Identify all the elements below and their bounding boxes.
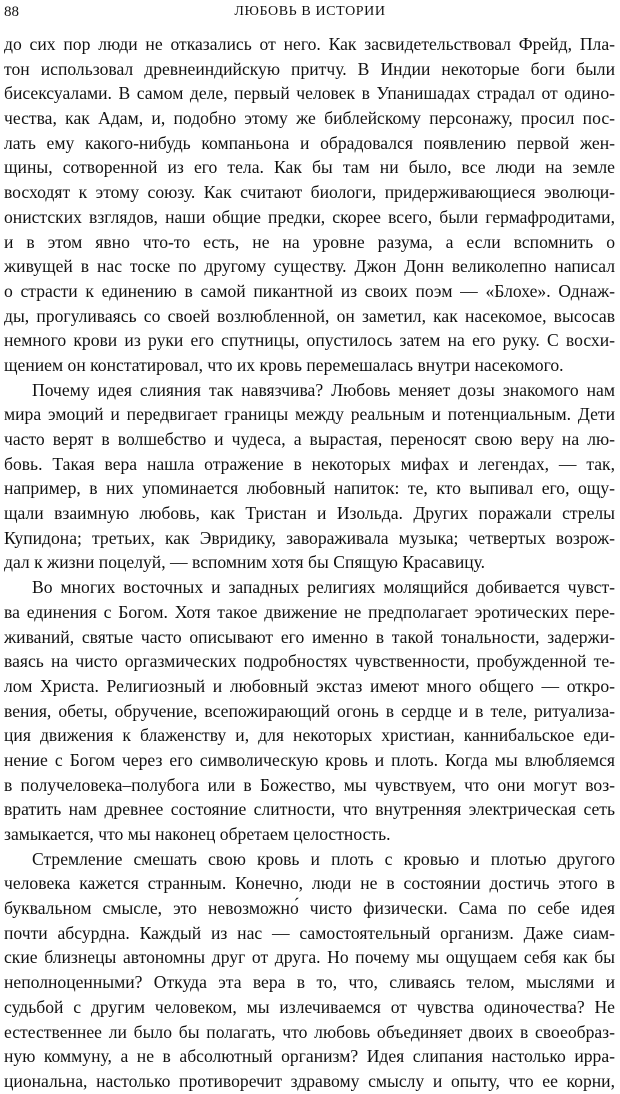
text-line: ды, прогуливаясь со своей возлюбленной, он заметил, как насекомое, высосав [4, 305, 615, 326]
text-line: вения, обеты, обручение, всепожирающий огонь в сердце и в теле, ритуализа- [4, 700, 615, 721]
paragraph-first-line: Во многих восточных и западных религиях молящийся добивается чувст- [32, 577, 615, 598]
text-line: бисексуалами. В самом деле, первый человек в Упанишадах страдал от одино- [4, 83, 615, 104]
paragraph-first-line: Почему идея слияния так навязчива? Любовь меняет дозы знакомого нам [32, 379, 615, 400]
text-line: дал к жизни поцелуй, — вспомним хотя бы Спящую Красавицу. [4, 552, 486, 573]
text-line: естественнее ли было бы полагать, что любовь объединяет двоих в своеобраз- [4, 1021, 615, 1042]
page-number: 88 [4, 4, 19, 20]
text-line: в получеловека–полубога или в Божество, мы чувствуем, что они могут воз- [4, 774, 615, 795]
text-line: лать ему какого-нибудь компаньона и обрадовался появлению первой жен- [4, 132, 615, 153]
text-line: щали взаимную любовь, как Тристан и Изольда. Других поражали стрелы [4, 503, 615, 524]
text-line: человека кажется странным. Конечно, люди не в состоянии достичь этого в [4, 873, 615, 894]
text-line: онистских взглядов, наши общие предки, скорее всего, были гермафродитами, [4, 206, 615, 227]
paragraph-first-line: Стремление смешать свою кровь и плоть с кровью и плотью другого [32, 848, 615, 869]
text-line: восходят к этому союзу. Как считают биологи, придерживающиеся эволюци- [4, 182, 615, 203]
text-line: буквальном смысле, это невозможно́ чисто физически. Сама по себе идея [4, 898, 615, 919]
text-line: например, в них упоминается любовный напиток: те, кто выпивал его, ощу- [4, 478, 615, 499]
text-line: живаний, святые часто описывают его именно в такой тональности, задержи- [4, 626, 615, 647]
text-line: почти абсурдна. Каждый из нас — самостоятельный организм. Даже сиам- [4, 922, 615, 943]
body-text [4, 32, 615, 1094]
text-line: ва единения с Богом. Хотя такое движение не предполагает эротических пере- [4, 601, 615, 622]
running-head: ЛЮБОВЬ В ИСТОРИИ [234, 4, 386, 19]
text-line: ские близнецы автономны друг от друга. Но почему мы ощущаем себя как бы [4, 947, 615, 968]
text-line: лом Христа. Религиозный и любовный экстаз имеют много общего — откро- [4, 675, 615, 696]
text-line: часто верят в волшебство и чудеса, а вырастая, переносят свою веру на лю- [4, 429, 615, 449]
text-line: ную коммуну, а не в абсолютный организм? Идея слипания настолько ирра- [4, 1046, 615, 1067]
text-line: чества, как Адам, и, подобно этому же библейскому персонажу, просил пос- [4, 108, 615, 129]
text-line: мира эмоций и передвигает границы между реальным и потенциальным. Дети [4, 404, 615, 425]
text-line: немного крови из руки его спутницы, опустилось затем на его руку. С восхи- [4, 330, 615, 351]
text-line: тон использовал древнеиндийскую притчу. В Индии некоторые боги были [4, 58, 615, 79]
text-line: бовь. Такая вера нашла отражение в некоторых мифах и легендах, — так, [4, 453, 615, 474]
text-line: до сих пор люди не отказались от него. Как засвидетельствовал Фрейд, Пла- [4, 34, 615, 54]
text-line: щины, сотворенной из его тела. Как бы там ни было, все люди на земле [4, 157, 615, 178]
text-line: ваясь на чисто оргазмических подробностях чувственности, пробужденной те- [4, 651, 615, 672]
text-line: ция движения к блаженству и, для некоторых христиан, каннибальское еди- [4, 725, 615, 746]
text-line: Купидона; третьих, как Эвридику, завораживала музыка; четвертых возрож- [4, 527, 615, 548]
text-line: нение с Богом через его символическую кровь и плоть. Когда мы влюбляемся [4, 749, 615, 770]
text-line: вратить нам древнее состояние слитности, что внутренняя электрическая сеть [4, 799, 615, 820]
text-line: неполноценными? Откуда эта вера в то, что, сливаясь телом, мыслями и [4, 972, 615, 993]
text-line: циональна, настолько противоречит здравому смыслу и опыту, что ее корни, [4, 1070, 615, 1091]
text-line: щением он констатировал, что их кровь перемешалась внутри насекомого. [4, 354, 564, 375]
text-line: и в этом явно что-то есть, не на уровне разума, а если вспомнить о [4, 231, 615, 252]
text-line: замыкается, что мы наконец обретаем целостность. [4, 824, 391, 844]
text-line: живущей в нас тоске по другому существу. Джон Донн великолепно написал [4, 256, 615, 277]
text-line: судьбой с другим человеком, мы излечиваемся от чувства одиночества? Не [4, 996, 615, 1017]
page-header [4, 2, 616, 24]
text-line: о страсти к единению в самой пикантной из своих поэм — «Блохе». Однаж- [4, 280, 615, 301]
